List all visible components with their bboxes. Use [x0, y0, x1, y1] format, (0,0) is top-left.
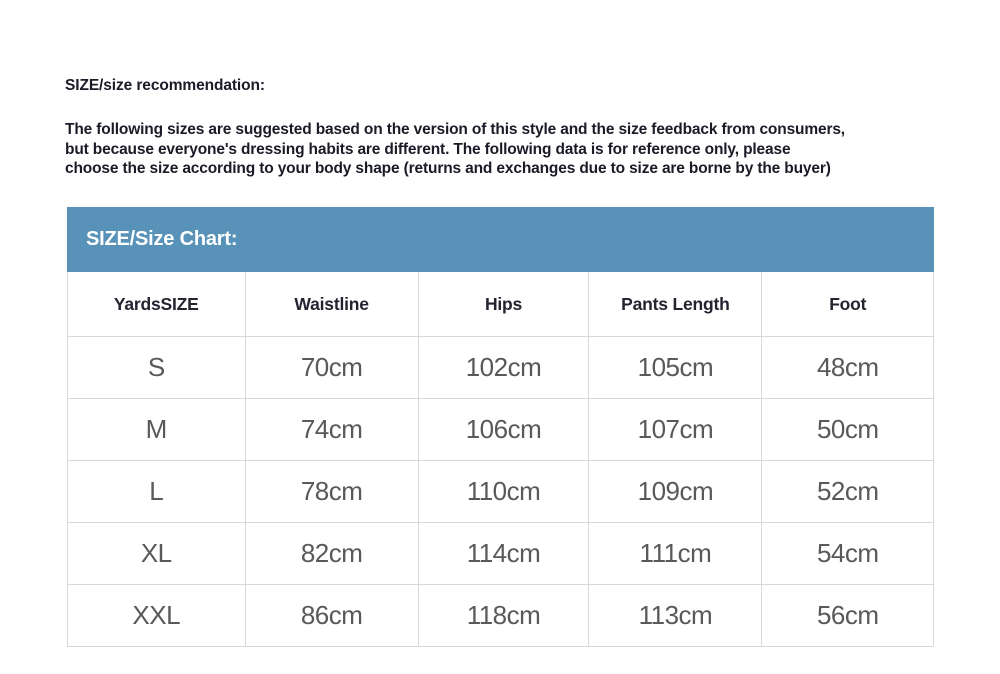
column-header-hips: Hips — [418, 272, 589, 337]
measurement-cell: 106cm — [418, 399, 589, 461]
column-header-pants-length: Pants Length — [589, 272, 762, 337]
table-row — [68, 399, 934, 461]
table-header-row — [68, 272, 934, 337]
measurement-cell: 102cm — [418, 337, 589, 399]
table-row — [68, 523, 934, 585]
measurement-cell: 50cm — [762, 399, 934, 461]
measurement-cell: 114cm — [418, 523, 589, 585]
size-chart — [67, 207, 934, 647]
size-chart-title-bar — [67, 207, 934, 272]
measurement-cell: 52cm — [762, 461, 934, 523]
size-label-cell: XL — [68, 523, 246, 585]
table-row — [68, 337, 934, 399]
measurement-cell: 56cm — [762, 585, 934, 647]
measurement-cell: 111cm — [589, 523, 762, 585]
measurement-cell: 118cm — [418, 585, 589, 647]
size-label-cell: L — [68, 461, 246, 523]
size-label-cell: XXL — [68, 585, 246, 647]
measurement-cell: 109cm — [589, 461, 762, 523]
column-header-waistline: Waistline — [245, 272, 418, 337]
measurement-cell: 113cm — [589, 585, 762, 647]
intro-paragraph-line-1: The following sizes are suggested based on the version of this style and the size feedback from consumers, — [65, 121, 845, 138]
column-header-yardssize: YardsSIZE — [68, 272, 246, 337]
intro-paragraph — [65, 120, 945, 179]
table-row — [68, 585, 934, 647]
measurement-cell: 70cm — [245, 337, 418, 399]
size-label-cell: M — [68, 399, 246, 461]
measurement-cell: 74cm — [245, 399, 418, 461]
measurement-cell: 54cm — [762, 523, 934, 585]
measurement-cell: 86cm — [245, 585, 418, 647]
measurement-cell: 107cm — [589, 399, 762, 461]
measurement-cell: 82cm — [245, 523, 418, 585]
measurement-cell: 105cm — [589, 337, 762, 399]
intro-paragraph-line-3: choose the size according to your body shape (returns and exchanges due to size are borne by the buyer) — [65, 160, 831, 177]
column-header-foot: Foot — [762, 272, 934, 337]
page-title: SIZE/size recommendation: — [65, 77, 265, 94]
size-table — [67, 272, 934, 647]
size-label-cell: S — [68, 337, 246, 399]
size-chart-title: SIZE/Size Chart: — [86, 228, 238, 250]
measurement-cell: 48cm — [762, 337, 934, 399]
table-row — [68, 461, 934, 523]
measurement-cell: 78cm — [245, 461, 418, 523]
measurement-cell: 110cm — [418, 461, 589, 523]
intro-paragraph-line-2: but because everyone's dressing habits are different. The following data is for reference only, please — [65, 140, 791, 158]
